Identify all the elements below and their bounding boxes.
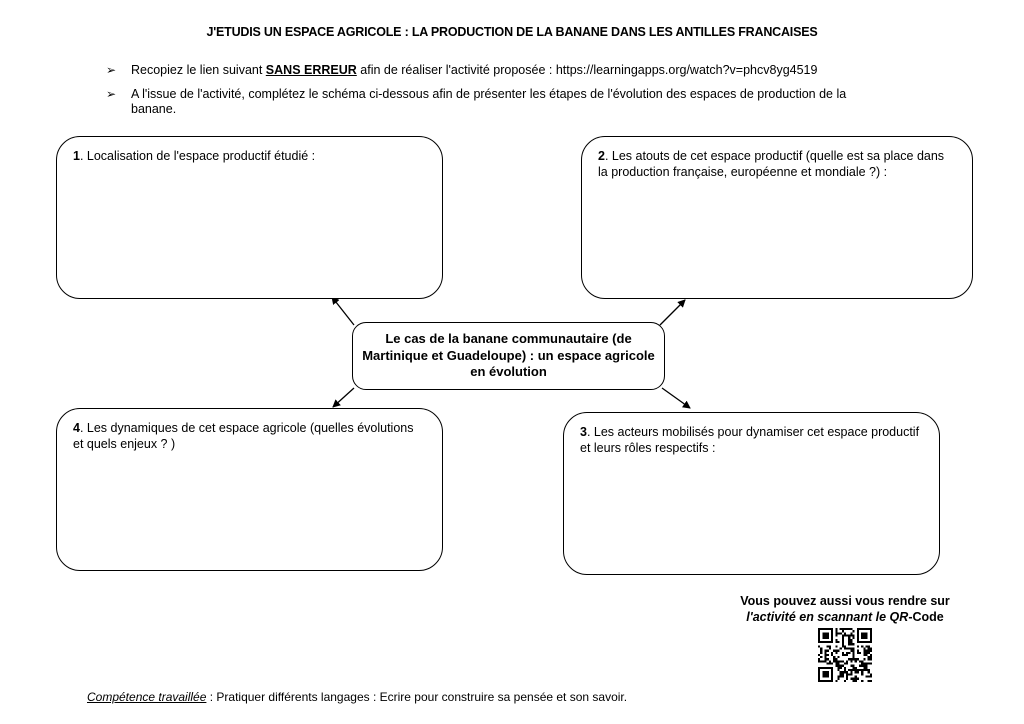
page-title: J'ETUDIS UN ESPACE AGRICOLE : LA PRODUCTION DE LA BANANE DANS LES ANTILLES FRANCAISES bbox=[206, 25, 818, 39]
instruction-1-suffix: afin de réaliser l'activité proposée : https://learningapps.org/watch?v=phcv8yg4519 bbox=[356, 63, 818, 77]
box-1-number: 1 bbox=[73, 149, 80, 163]
arrow-to-box-1 bbox=[332, 297, 354, 325]
instruction-1-prefix: Recopiez le lien suivant bbox=[131, 63, 266, 77]
box-2-number: 2 bbox=[598, 149, 605, 163]
box-4-dynamiques[interactable] bbox=[56, 408, 443, 571]
box-3-number: 3 bbox=[580, 425, 587, 439]
instruction-emphasis: SANS ERREUR bbox=[265, 63, 357, 77]
footer-text: : Pratiquer différents langages : Ecrire pour construire sa pensée et son savoir. bbox=[206, 690, 628, 704]
footer-label: Compétence travaillée bbox=[87, 690, 207, 704]
box-4-label: . Les dynamiques de cet espace agricole (quelles évolutions et quels enjeux ? ) bbox=[73, 421, 414, 451]
arrow-to-box-2 bbox=[660, 300, 685, 325]
bullet-arrow-icon: ➢ bbox=[106, 87, 117, 101]
arrow-to-box-3 bbox=[662, 388, 690, 408]
arrow-to-box-4 bbox=[333, 388, 354, 407]
qr-caption bbox=[690, 593, 1000, 625]
box-3-label: . Les acteurs mobilisés pour dynamiser cet espace productif et leurs rôles respectifs : bbox=[580, 425, 920, 455]
box-1-label: . Localisation de l'espace productif étudié : bbox=[79, 149, 316, 163]
qr-caption-line-1: Vous pouvez aussi vous rendre sur bbox=[740, 594, 950, 608]
box-2-label: . Les atouts de cet espace productif (quelle est sa place dans la production française, européenne et mondiale ?) : bbox=[598, 149, 945, 179]
qr-caption-line-2 bbox=[690, 609, 1000, 625]
qr-code-icon[interactable] bbox=[818, 628, 872, 682]
footer bbox=[87, 690, 627, 704]
box-1-localisation[interactable] bbox=[56, 136, 443, 299]
qr-caption-rest: -Code bbox=[908, 610, 944, 624]
box-3-acteurs[interactable] bbox=[563, 412, 940, 575]
bullet-arrow-icon: ➢ bbox=[106, 63, 117, 77]
center-box-text: Le cas de la banane communautaire (de Martinique et Guadeloupe) : un espace agricole en évolution bbox=[362, 331, 655, 379]
qr-caption-italic: l'activité en scannant le QR bbox=[746, 610, 909, 624]
center-box bbox=[352, 322, 665, 390]
box-4-number: 4 bbox=[73, 421, 80, 435]
instruction-2-text: A l'issue de l'activité, complétez le schéma ci-dessous afin de présenter les étapes de l'évolution des espaces de production de la banane. bbox=[131, 87, 847, 116]
box-2-atouts[interactable] bbox=[581, 136, 973, 299]
